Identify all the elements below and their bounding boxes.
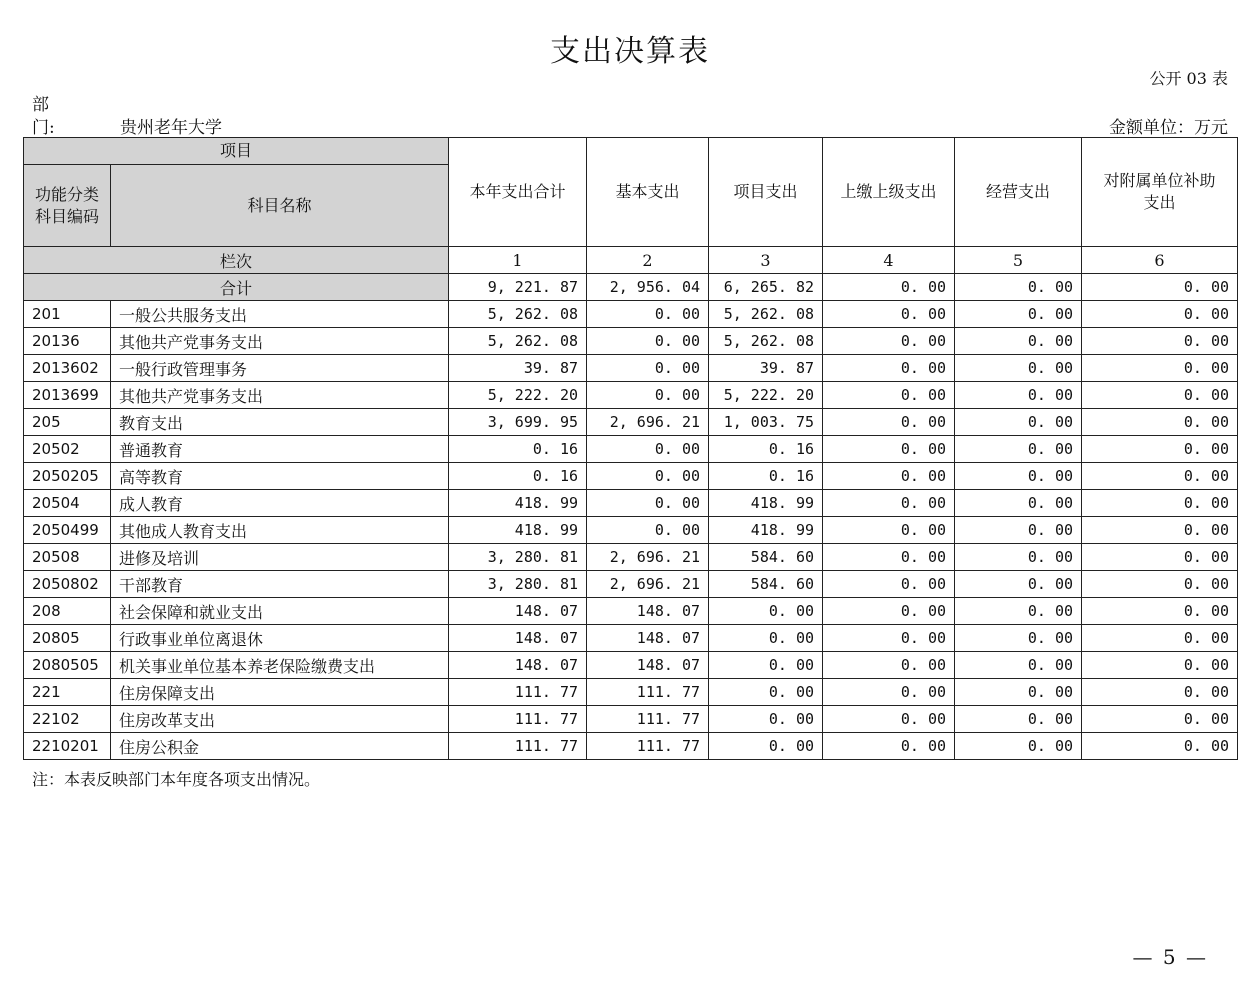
total-value: 0. 00 xyxy=(955,274,1082,301)
table-note: 注：本表反映部门本年度各项支出情况。 xyxy=(32,770,321,789)
row-value: 0. 00 xyxy=(955,679,1082,706)
row-value: 5, 262. 08 xyxy=(449,328,587,355)
row-value: 0. 00 xyxy=(823,625,955,652)
row-value: 5, 262. 08 xyxy=(709,301,823,328)
expenditure-table xyxy=(23,137,1238,760)
row-value: 418. 99 xyxy=(709,517,823,544)
header-col-operating: 经营支出 xyxy=(955,138,1082,247)
table-row xyxy=(24,517,1238,544)
row-value: 0. 00 xyxy=(823,679,955,706)
row-code: 2050802 xyxy=(24,571,111,598)
total-value: 0. 00 xyxy=(823,274,955,301)
total-value: 2, 956. 04 xyxy=(587,274,709,301)
header-col-basic: 基本支出 xyxy=(587,138,709,247)
row-value: 0. 00 xyxy=(587,517,709,544)
row-value: 0. 00 xyxy=(955,301,1082,328)
row-value: 0. 16 xyxy=(449,436,587,463)
total-value: 6, 265. 82 xyxy=(709,274,823,301)
row-value: 0. 00 xyxy=(709,733,823,760)
row-code: 20504 xyxy=(24,490,111,517)
row-name: 其他共产党事务支出 xyxy=(111,328,449,355)
row-value: 0. 00 xyxy=(1082,679,1238,706)
row-name: 住房改革支出 xyxy=(111,706,449,733)
row-value: 111. 77 xyxy=(587,679,709,706)
row-value: 0. 00 xyxy=(823,436,955,463)
row-value: 111. 77 xyxy=(449,679,587,706)
index-num: 2 xyxy=(587,247,709,274)
row-code: 20136 xyxy=(24,328,111,355)
table-row xyxy=(24,571,1238,598)
row-name: 教育支出 xyxy=(111,409,449,436)
row-name: 机关事业单位基本养老保险缴费支出 xyxy=(111,652,449,679)
total-value: 0. 00 xyxy=(1082,274,1238,301)
row-value: 0. 00 xyxy=(1082,706,1238,733)
row-value: 0. 00 xyxy=(823,733,955,760)
row-value: 0. 00 xyxy=(709,679,823,706)
row-value: 0. 00 xyxy=(823,301,955,328)
header-col-total: 本年支出合计 xyxy=(449,138,587,247)
table-row xyxy=(24,733,1238,760)
index-label: 栏次 xyxy=(24,247,449,274)
page-title: 支出决算表 xyxy=(550,34,710,69)
header-col-project: 项目支出 xyxy=(709,138,823,247)
data-rows xyxy=(24,301,1238,760)
row-value: 0. 00 xyxy=(823,544,955,571)
row-value: 0. 00 xyxy=(1082,382,1238,409)
row-value: 2, 696. 21 xyxy=(587,544,709,571)
row-value: 0. 00 xyxy=(587,355,709,382)
row-value: 418. 99 xyxy=(449,490,587,517)
index-num: 4 xyxy=(823,247,955,274)
row-code: 2210201 xyxy=(24,733,111,760)
row-value: 1, 003. 75 xyxy=(709,409,823,436)
row-value: 111. 77 xyxy=(449,706,587,733)
form-number: 公开 03 表 xyxy=(1149,69,1228,88)
table-row xyxy=(24,436,1238,463)
row-value: 0. 00 xyxy=(1082,598,1238,625)
row-value: 0. 00 xyxy=(587,301,709,328)
row-value: 2, 696. 21 xyxy=(587,409,709,436)
row-value: 0. 00 xyxy=(823,382,955,409)
row-value: 0. 16 xyxy=(709,436,823,463)
row-value: 0. 00 xyxy=(823,652,955,679)
page-number: — 5 — xyxy=(1132,945,1208,969)
row-value: 111. 77 xyxy=(449,733,587,760)
row-value: 0. 00 xyxy=(709,625,823,652)
header-item: 项目 xyxy=(24,138,449,165)
department-label-line2: 门: xyxy=(32,118,55,138)
row-value: 0. 00 xyxy=(1082,490,1238,517)
row-value: 0. 00 xyxy=(955,382,1082,409)
department-label-line1: 部 xyxy=(32,95,49,115)
row-name: 普通教育 xyxy=(111,436,449,463)
row-value: 148. 07 xyxy=(449,625,587,652)
table-row xyxy=(24,409,1238,436)
row-value: 0. 00 xyxy=(1082,409,1238,436)
row-value: 111. 77 xyxy=(587,706,709,733)
row-value: 0. 00 xyxy=(587,490,709,517)
row-name: 一般行政管理事务 xyxy=(111,355,449,382)
row-code: 20502 xyxy=(24,436,111,463)
index-row xyxy=(24,247,1238,274)
row-value: 0. 00 xyxy=(955,517,1082,544)
row-name: 一般公共服务支出 xyxy=(111,301,449,328)
row-value: 0. 00 xyxy=(1082,355,1238,382)
row-value: 0. 00 xyxy=(823,571,955,598)
row-value: 0. 00 xyxy=(709,706,823,733)
row-value: 148. 07 xyxy=(587,598,709,625)
row-name: 干部教育 xyxy=(111,571,449,598)
row-value: 0. 00 xyxy=(1082,571,1238,598)
row-value: 39. 87 xyxy=(449,355,587,382)
row-value: 0. 00 xyxy=(955,733,1082,760)
row-value: 148. 07 xyxy=(449,652,587,679)
header-col-remit-superior: 上缴上级支出 xyxy=(823,138,955,247)
table-row xyxy=(24,625,1238,652)
department-name: 贵州老年大学 xyxy=(120,118,222,138)
row-name: 社会保障和就业支出 xyxy=(111,598,449,625)
row-value: 5, 262. 08 xyxy=(709,328,823,355)
row-value: 5, 222. 20 xyxy=(449,382,587,409)
row-value: 5, 262. 08 xyxy=(449,301,587,328)
header-code: 功能分类科目编码 xyxy=(24,165,111,247)
header-col-subsidiary-subsidy: 对附属单位补助支出 xyxy=(1082,138,1238,247)
row-value: 0. 16 xyxy=(449,463,587,490)
table-row xyxy=(24,355,1238,382)
row-value: 148. 07 xyxy=(587,625,709,652)
row-value: 0. 00 xyxy=(823,328,955,355)
row-value: 0. 00 xyxy=(587,436,709,463)
row-name: 行政事业单位离退休 xyxy=(111,625,449,652)
row-value: 3, 280. 81 xyxy=(449,544,587,571)
amount-unit: 金额单位：万元 xyxy=(1109,118,1228,138)
row-value: 0. 00 xyxy=(955,544,1082,571)
row-code: 2050205 xyxy=(24,463,111,490)
table-row xyxy=(24,598,1238,625)
row-name: 住房公积金 xyxy=(111,733,449,760)
row-value: 111. 77 xyxy=(587,733,709,760)
row-value: 0. 00 xyxy=(709,598,823,625)
row-value: 0. 00 xyxy=(587,328,709,355)
row-value: 0. 00 xyxy=(587,382,709,409)
table-row xyxy=(24,544,1238,571)
row-value: 418. 99 xyxy=(449,517,587,544)
row-name: 住房保障支出 xyxy=(111,679,449,706)
row-value: 0. 00 xyxy=(955,409,1082,436)
row-value: 0. 00 xyxy=(1082,463,1238,490)
table-row xyxy=(24,679,1238,706)
row-value: 0. 00 xyxy=(1082,301,1238,328)
row-value: 2, 696. 21 xyxy=(587,571,709,598)
total-label: 合计 xyxy=(24,274,449,301)
table-row xyxy=(24,706,1238,733)
table-row xyxy=(24,463,1238,490)
row-value: 0. 00 xyxy=(823,409,955,436)
row-name: 高等教育 xyxy=(111,463,449,490)
header-name: 科目名称 xyxy=(111,165,449,247)
row-value: 0. 00 xyxy=(955,706,1082,733)
row-code: 221 xyxy=(24,679,111,706)
row-value: 0. 00 xyxy=(955,571,1082,598)
row-value: 3, 280. 81 xyxy=(449,571,587,598)
table-row xyxy=(24,490,1238,517)
total-row xyxy=(24,274,1238,301)
row-code: 2080505 xyxy=(24,652,111,679)
row-value: 0. 00 xyxy=(709,652,823,679)
row-value: 0. 00 xyxy=(1082,652,1238,679)
row-value: 0. 00 xyxy=(955,463,1082,490)
row-value: 0. 00 xyxy=(1082,328,1238,355)
row-value: 5, 222. 20 xyxy=(709,382,823,409)
row-value: 0. 00 xyxy=(823,463,955,490)
row-code: 20508 xyxy=(24,544,111,571)
table-row xyxy=(24,382,1238,409)
index-num: 1 xyxy=(449,247,587,274)
row-value: 0. 00 xyxy=(823,355,955,382)
row-value: 418. 99 xyxy=(709,490,823,517)
row-code: 22102 xyxy=(24,706,111,733)
row-name: 其他成人教育支出 xyxy=(111,517,449,544)
row-value: 0. 00 xyxy=(823,490,955,517)
row-value: 148. 07 xyxy=(587,652,709,679)
row-value: 0. 00 xyxy=(955,652,1082,679)
row-value: 0. 00 xyxy=(587,463,709,490)
row-code: 2013602 xyxy=(24,355,111,382)
index-num: 6 xyxy=(1082,247,1238,274)
row-name: 进修及培训 xyxy=(111,544,449,571)
row-value: 0. 16 xyxy=(709,463,823,490)
row-code: 2013699 xyxy=(24,382,111,409)
row-value: 0. 00 xyxy=(955,328,1082,355)
row-value: 0. 00 xyxy=(955,598,1082,625)
row-value: 0. 00 xyxy=(1082,544,1238,571)
row-value: 39. 87 xyxy=(709,355,823,382)
row-value: 0. 00 xyxy=(823,706,955,733)
total-value: 9, 221. 87 xyxy=(449,274,587,301)
row-value: 0. 00 xyxy=(823,598,955,625)
row-value: 148. 07 xyxy=(449,598,587,625)
row-value: 0. 00 xyxy=(1082,733,1238,760)
row-value: 0. 00 xyxy=(1082,625,1238,652)
table-row xyxy=(24,652,1238,679)
row-value: 0. 00 xyxy=(823,517,955,544)
row-code: 20805 xyxy=(24,625,111,652)
row-value: 0. 00 xyxy=(955,490,1082,517)
row-value: 584. 60 xyxy=(709,571,823,598)
row-code: 201 xyxy=(24,301,111,328)
row-value: 0. 00 xyxy=(955,436,1082,463)
row-code: 208 xyxy=(24,598,111,625)
row-value: 0. 00 xyxy=(955,625,1082,652)
table-row xyxy=(24,301,1238,328)
row-name: 其他共产党事务支出 xyxy=(111,382,449,409)
row-value: 584. 60 xyxy=(709,544,823,571)
index-num: 5 xyxy=(955,247,1082,274)
row-code: 2050499 xyxy=(24,517,111,544)
row-name: 成人教育 xyxy=(111,490,449,517)
row-value: 0. 00 xyxy=(1082,517,1238,544)
table-row xyxy=(24,328,1238,355)
row-value: 3, 699. 95 xyxy=(449,409,587,436)
row-value: 0. 00 xyxy=(955,355,1082,382)
row-value: 0. 00 xyxy=(1082,436,1238,463)
row-code: 205 xyxy=(24,409,111,436)
index-num: 3 xyxy=(709,247,823,274)
